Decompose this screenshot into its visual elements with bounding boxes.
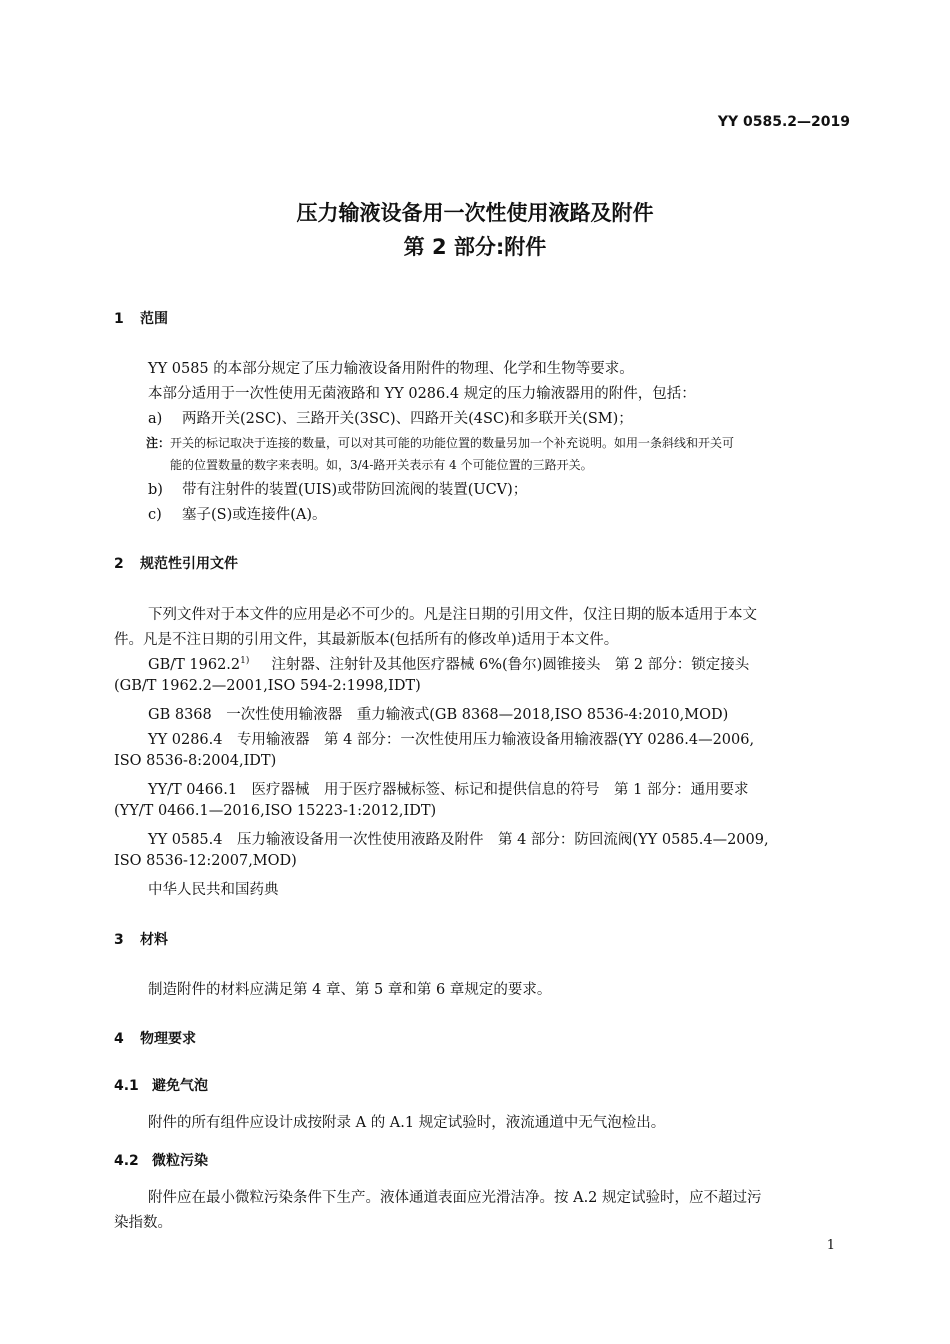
section-title: 物理要求 xyxy=(140,1031,196,1047)
section-title: 材料 xyxy=(140,932,168,948)
reference-5-continuation: ISO 8536-12:2007,MOD) xyxy=(114,853,297,869)
reference-6: 中华人民共和国药典 xyxy=(148,882,279,898)
reference-5: YY 0585.4 压力输液设备用一次性使用液路及附件 第 4 部分：防回流阀(YY 0585.4—2009, xyxy=(148,832,769,848)
reference-4: YY/T 0466.1 医疗器械 用于医疗器械标签、标记和提供信息的符号 第 1 部分：通用要求 xyxy=(148,782,749,798)
note-text: 开关的标记取决于连接的数量，可以对其可能的功能位置的数量另加一个补充说明。如用一条斜线和开关可 xyxy=(170,436,735,450)
paragraph-continuation: 染指数。 xyxy=(114,1215,172,1231)
paragraph: 附件的所有组件应设计成按附录 A 的 A.1 规定试验时，液流通道中无气泡检出。 xyxy=(148,1115,666,1131)
paragraph: 附件应在最小微粒污染条件下生产。液体通道表面应光滑洁净。按 A.2 规定试验时，应不超过污 xyxy=(148,1190,762,1206)
list-item-c xyxy=(148,503,327,524)
section-number: 1 xyxy=(114,311,124,327)
document-title-line1: 压力输液设备用一次性使用液路及附件 xyxy=(296,201,654,225)
list-text: 两路开关(2SC)、三路开关(3SC)、四路开关(4SC)和多联开关(SM)； xyxy=(182,411,633,427)
section-number: 3 xyxy=(114,932,124,948)
paragraph: 本部分适用于一次性使用无菌液路和 YY 0286.4 规定的压力输液器用的附件，包括： xyxy=(148,386,696,402)
subsection-4-1-heading xyxy=(114,1075,208,1095)
reference-code: GB/T 1962.2 xyxy=(148,657,241,673)
list-item-a xyxy=(148,407,633,428)
section-1-heading xyxy=(114,308,168,328)
reference-1-continuation: (GB/T 1962.2—2001,ISO 594-2:1998,IDT) xyxy=(114,678,421,694)
note-label: 注： xyxy=(146,436,171,450)
list-text: 带有注射件的装置(UIS)或带防回流阀的装置(UCV)； xyxy=(182,482,528,498)
standard-code: YY 0585.2—2019 xyxy=(717,114,850,130)
reference-title: 注射器、注射针及其他医疗器械 6%(鲁尔)圆锥接头 第 2 部分：锁定接头 xyxy=(271,657,750,673)
list-label: c) xyxy=(148,507,162,523)
section-number: 4 xyxy=(114,1031,124,1047)
section-number: 2 xyxy=(114,556,124,572)
list-label: a) xyxy=(148,411,163,427)
reference-2: GB 8368 一次性使用输液器 重力输液式(GB 8368—2018,ISO 8536-4:2010,MOD) xyxy=(148,707,729,723)
paragraph: 制造附件的材料应满足第 4 章、第 5 章和第 6 章规定的要求。 xyxy=(148,982,552,998)
document-title-line2: 第 2 部分:附件 xyxy=(403,235,547,259)
subsection-4-2-heading xyxy=(114,1150,208,1170)
footnote-marker: 1) xyxy=(240,656,250,667)
paragraph: 下列文件对于本文件的应用是必不可少的。凡是注日期的引用文件，仅注日期的版本适用于本文 xyxy=(148,607,757,623)
list-text: 塞子(S)或连接件(A)。 xyxy=(182,507,327,523)
section-3-heading xyxy=(114,929,168,949)
section-2-heading xyxy=(114,553,238,573)
reference-1 xyxy=(148,653,749,674)
page-number: 1 xyxy=(826,1238,835,1253)
reference-3-continuation: ISO 8536-8:2004,IDT) xyxy=(114,753,277,769)
subsection-title: 微粒污染 xyxy=(152,1153,208,1169)
subsection-number: 4.1 xyxy=(114,1078,139,1094)
subsection-number: 4.2 xyxy=(114,1153,139,1169)
list-label: b) xyxy=(148,482,163,498)
reference-4-continuation: (YY/T 0466.1—2016,ISO 15223-1:2012,IDT) xyxy=(114,803,437,819)
paragraph: YY 0585 的本部分规定了压力输液设备用附件的物理、化学和生物等要求。 xyxy=(148,361,634,377)
section-title: 规范性引用文件 xyxy=(140,556,238,572)
subsection-title: 避免气泡 xyxy=(152,1078,208,1094)
reference-3: YY 0286.4 专用输液器 第 4 部分：一次性使用压力输液设备用输液器(YY 0286.4—2006, xyxy=(148,732,755,748)
section-4-heading xyxy=(114,1028,196,1048)
note xyxy=(146,434,734,451)
note-continuation: 能的位置数量的数字来表明。如，3/4-路开关表示有 4 个可能位置的三路开关。 xyxy=(170,458,593,472)
section-title: 范围 xyxy=(140,311,168,327)
paragraph-continuation: 件。凡是不注日期的引用文件，其最新版本(包括所有的修改单)适用于本文件。 xyxy=(114,632,619,648)
list-item-b xyxy=(148,478,527,499)
